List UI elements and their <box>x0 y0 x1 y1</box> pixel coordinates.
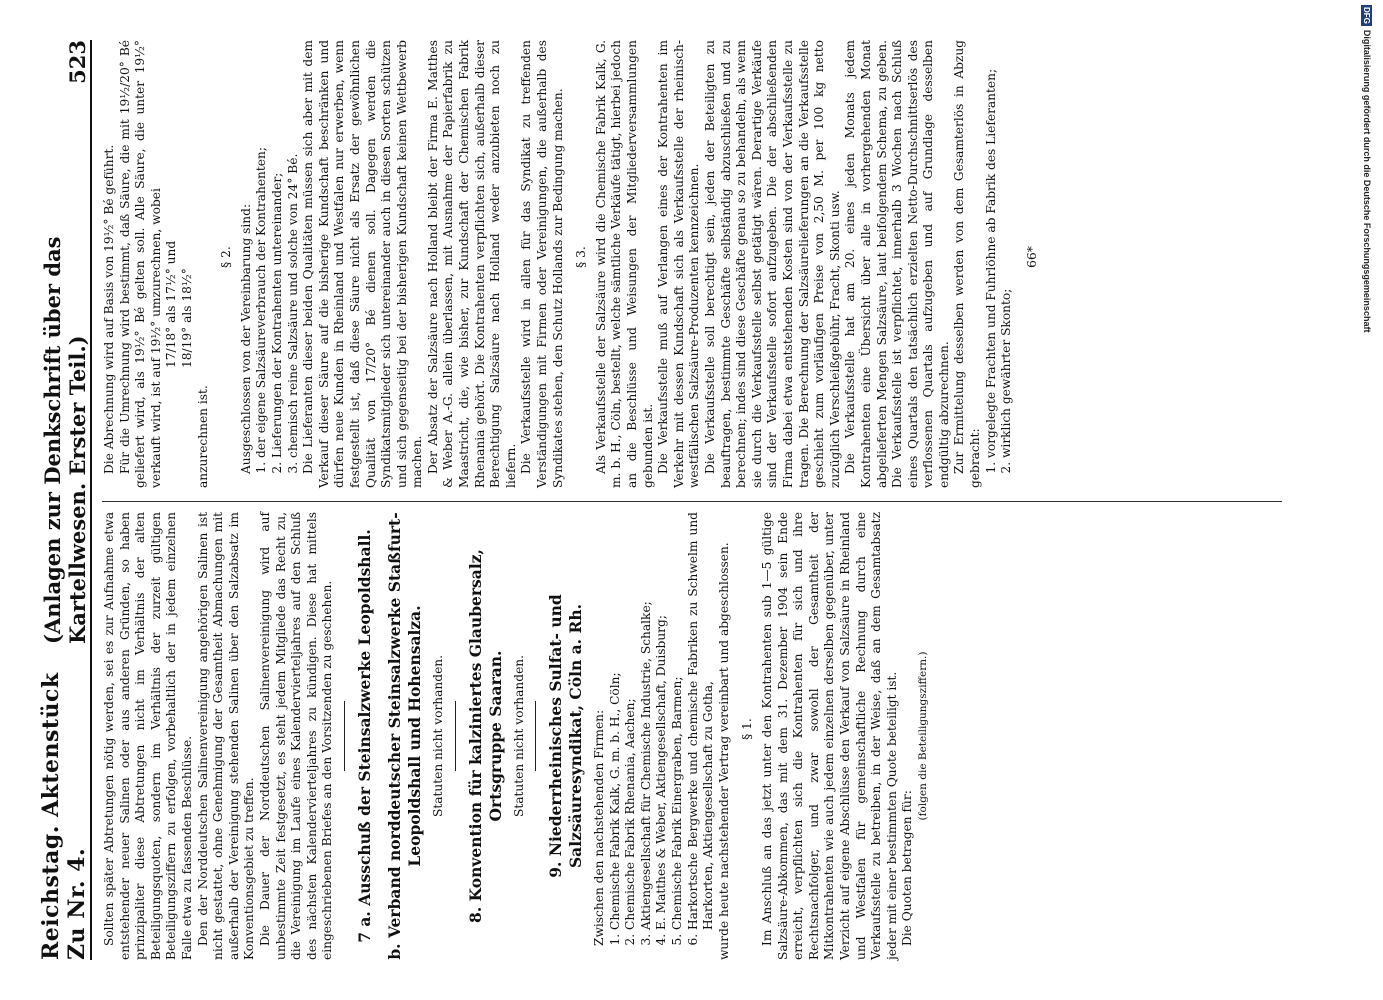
list-item: 2. Lieferungen der Kontrahenten untereinander; <box>270 40 286 458</box>
paragraph: Sollten später Abtretungen nötig werden, sei es zur Aufnahme etwa entstehender neuer Salinen oder aus anderen Gründen, so haben prinzipaliter diese Abtretungen nicht im Verhältnis der alten Beteiligungsquoten, sondern im Verhältnis der zurzeit gültigen Beteiligungsziffern zu erfolgen, vorbehaltlich der in jedem einzelnen Falle etwa zu fassenden Beschlüsse. <box>102 512 194 960</box>
conversion-line: 18/19° als 18½° <box>179 268 194 368</box>
list-item: 1. Chemische Fabrik Kalk, G. m. b. H., Cöln; <box>608 512 624 930</box>
paragraph: anzurechnen ist. <box>195 385 210 488</box>
exclusion-list <box>254 40 301 488</box>
paragraph: wurde heute nachstehender Vertrag vereinbart und abgeschlossen. <box>716 542 731 960</box>
dfg-logo-icon: DFG <box>1362 7 1371 24</box>
signature-number: 66* <box>1024 246 1039 268</box>
list-item: 6. Harkortsche Bergwerke und chemische Fabriken zu Schwelm und Harkorten, Aktiengesellschaft zu Gotha, <box>686 512 717 930</box>
list-item: 2. wirklich gewährter Skonto; <box>999 40 1015 458</box>
paragraph: Die Dauer der Norddeutschen Salinenvereinigung wird auf unbestimmte Zeit festgesetzt, es steht jedem Mitgliede das Recht zu, die Vereinigung im Laufe eines Kalendervierteljahres auf den Schluß des nächsten Kalendervierteljahres zu kündigen. Diese hat mittels eingeschriebenen Briefes an den Vorsitzenden zu geschehen. <box>257 512 335 960</box>
list-item: 1. der eigene Salzsäureverbrauch der Kontrahenten; <box>254 40 270 458</box>
section-heading-7a: 7 a. Ausschuß der Steinsalzwerke Leopoldshall. <box>354 529 374 943</box>
conversion-line: 17/18° als 17½° und <box>164 240 179 368</box>
paragraph: Die Verkaufsstelle soll berechtigt sein, jeden der Beteiligten zu beauftragen, bestimmte Geschäfte selbständig abzuschließen und zu berechnen; indes sind diese Geschäfte genau so zu behandeln, als wenn sie durch die Verkaufsstelle selbst getätigt wären. Derartige Verkäufe sind der Verkaufsstelle sofort aufzugeben. Die der abschließenden Firma dabei etwa entstehenden Kosten sind von der Verkaufsstelle zu tragen. Die Berechnung der Salzsäurelieferungen an die Verkaufsstelle geschieht zum vorläufigen Preise von 2,50 M. per 100 kg netto zuzüglich Verschleißgebühr, Fracht, Skonti usw. <box>702 40 842 488</box>
divider-rule <box>455 701 456 771</box>
right-column <box>102 40 1040 488</box>
paragraph: Ausgeschlossen von der Vereinbarung sind: <box>238 203 253 474</box>
quoten-note: (folgen die Beteiligungsziffern.) <box>916 651 929 821</box>
paragraph: Die Abrechnung wird auf Basis von 19½° Bé geführt. <box>102 144 116 474</box>
section-number: § 1. <box>740 718 755 740</box>
page-number: 523 <box>65 40 90 84</box>
section-heading-9: 9. Niederrheinisches Sulfat- und Salzsäuresyndikat, Cöln a. Rh. <box>546 594 586 878</box>
section-number: § 2. <box>219 246 234 268</box>
list-item: 5. Chemische Fabrik Einergraben, Barmen; <box>670 512 686 930</box>
list-item: 3. chemisch reine Salzsäure und solche von 24° Bé. <box>286 40 302 458</box>
intro-text: Zwischen den nachstehenden Firmen: <box>592 709 607 946</box>
section-number: § 3. <box>574 246 589 268</box>
paragraph: Die Quoten betragen für: <box>900 790 915 946</box>
deduction-list <box>984 40 1015 488</box>
statuten-note: Statuten nicht vorhanden. <box>430 654 445 818</box>
paragraph: Der Absatz der Salzsäure nach Holland bleibt der Firma E. Matthes & Weber A.-G. allein überlassen, mit Ausnahme der Papierfabrik zu Maastricht, die, wie bisher, zur Kundschaft der Chemischen Fabrik Rhenania gehört. Die Kontrahenten verpflichten sich, außerhalb dieser Berechtigung Salzsäure nach Holland weder anzubieten noch zu liefern. <box>425 40 518 488</box>
divider-rule <box>535 701 536 771</box>
paragraph: Als Verkaufsstelle der Salzsäure wird die Chemische Fabrik Kalk, G. m. b. H., Cöln, bestellt, welche sämtliche Verkäufe tätigt, hierbei jedoch an die Beschlüsse und Weisungen der Mitgliederversammlungen gebunden ist. <box>593 40 655 488</box>
paragraph: Im Anschluß an das jetzt unter den Kontrahenten sub 1—5 gültige Salzsäure-Abkommen, das mit dem 31. Dezember 1904 sein Ende erreicht, verpflichten sich die Kontrahenten für sich und ihre Rechtsnachfolger, und zwar sowohl der Gesamtheit der Mitkontrahenten wie auch jedem einzelnen derselben gegenüber, unter Verzicht auf eigene Abschlüsse den Verkauf von Salzsäure in Rheinland und Westfalen für gemeinschaftliche Rechnung durch eine Verkaufsstelle zu betreiben, in der Weise, daß an dem Gesamtabsatz jeder mit einer bestimmten Quote beteiligt ist. <box>760 512 899 960</box>
list-item: 2. Chemische Fabrik Rhenania, Aachen; <box>623 512 639 930</box>
paragraph: Für die Umrechnung wird bestimmt, daß Säure, die mit 19½/20° Bé geliefert wird, als 19½° Bé gelten soll. Alle Säure, die unter 19½° verkauft wird, ist auf 19½° umzurechnen, wobei <box>117 40 163 488</box>
paragraph: Die Lieferanten dieser beiden Qualitäten müssen sich aber mit dem Verkauf dieser Säure auf die bisherige Kundschaft beschränken und dürfen neue Kunden in Rheinland und Westfalen nur erwerben, wenn festgestellt ist, daß diese Säure nicht als Ersatz der gewöhnlichen Qualität von 17/20° Bé dienen soll. Dagegen werden die Syndikatsmitglieder sich untereinander auch in diesen Sorten schützen und sich gegenseitig bei der bisherigen Kundschaft keinen Wettbewerb machen. <box>301 40 425 488</box>
list-item: 1. vorgelegte Frachten und Fuhrlöhne ab Fabrik des Lieferanten; <box>984 40 1000 458</box>
paragraph: Die Verkaufsstelle hat am 20. eines jeden Monats jedem Kontrahenten eine Übersicht über alle in vorhergehenden Monat abgelieferten Mengen Salzsäure, laut beifolgendem Schema, zu geben. Die Verkaufsstelle ist verpflichtet, innerhalb 3 Wochen nach Schluß eines Quartals den tatsächlich erzielten Netto-Durchschnittserlös des verflossenen Quartals aufzugeben und auf Grundlage desselben endgültig abzurechnen. <box>843 40 951 488</box>
paragraph: Den der Norddeutschen Salinenvereinigung angehörigen Salinen ist nicht gestattet, ohne Genehmigung der Gesamtheit Abmachungen mit außerhalb der Vereinigung stehenden Salinen über den Salzabsatz im Konventionsgebiet zu treffen. <box>195 512 257 960</box>
statuten-note: Statuten nicht vorhanden. <box>511 654 526 818</box>
funding-credit: Digitalisierung gefördert durch die Deutsche Forschungsgemeinschaft <box>1362 29 1372 333</box>
column-divider <box>102 501 1282 502</box>
header-center: (Anlagen zur Denkschrift über das Kartellwesen. Erster Teil.) <box>40 236 90 644</box>
section-heading-7b: b. Verband norddeutscher Steinsalzwerke Staßfurt-Leopoldshall und Hohensalza. <box>384 512 424 960</box>
list-item: 4. E. Matthes & Weber, Aktiengesellschaft, Duisburg; <box>654 512 670 930</box>
paragraph: Zur Ermittelung desselben werden von dem Gesamterlös in Abzug gebracht: <box>952 40 983 488</box>
paragraph: Die Verkaufsstelle wird in allen für das Syndikat zu treffenden Verständigungen mit Firmen oder Vereinigungen, die außerhalb des Syndikates stehen, den Schutz Hollands zur Bedingung machen. <box>519 40 565 488</box>
paragraph: Die Verkaufsstelle muß auf Verlangen eines der Kontrahenten im Verkehr mit dessen Kundschaft sich als Verkaufsstelle der rheinisch-westfälischen Salzsäure-Produzenten kennzeichnen. <box>656 40 702 488</box>
header-left: Reichstag. Aktenstück Zu Nr. 4. <box>38 672 90 960</box>
left-column <box>102 512 932 960</box>
page-header <box>38 40 92 960</box>
divider-rule <box>344 701 345 771</box>
list-item: 3. Aktiengesellschaft für Chemische Industrie, Schalke; <box>639 512 655 930</box>
firm-list <box>608 512 717 960</box>
section-heading-8: 8. Konvention für kalziniertes Glaubersalz, Ortsgruppe Saaran. <box>465 549 505 923</box>
